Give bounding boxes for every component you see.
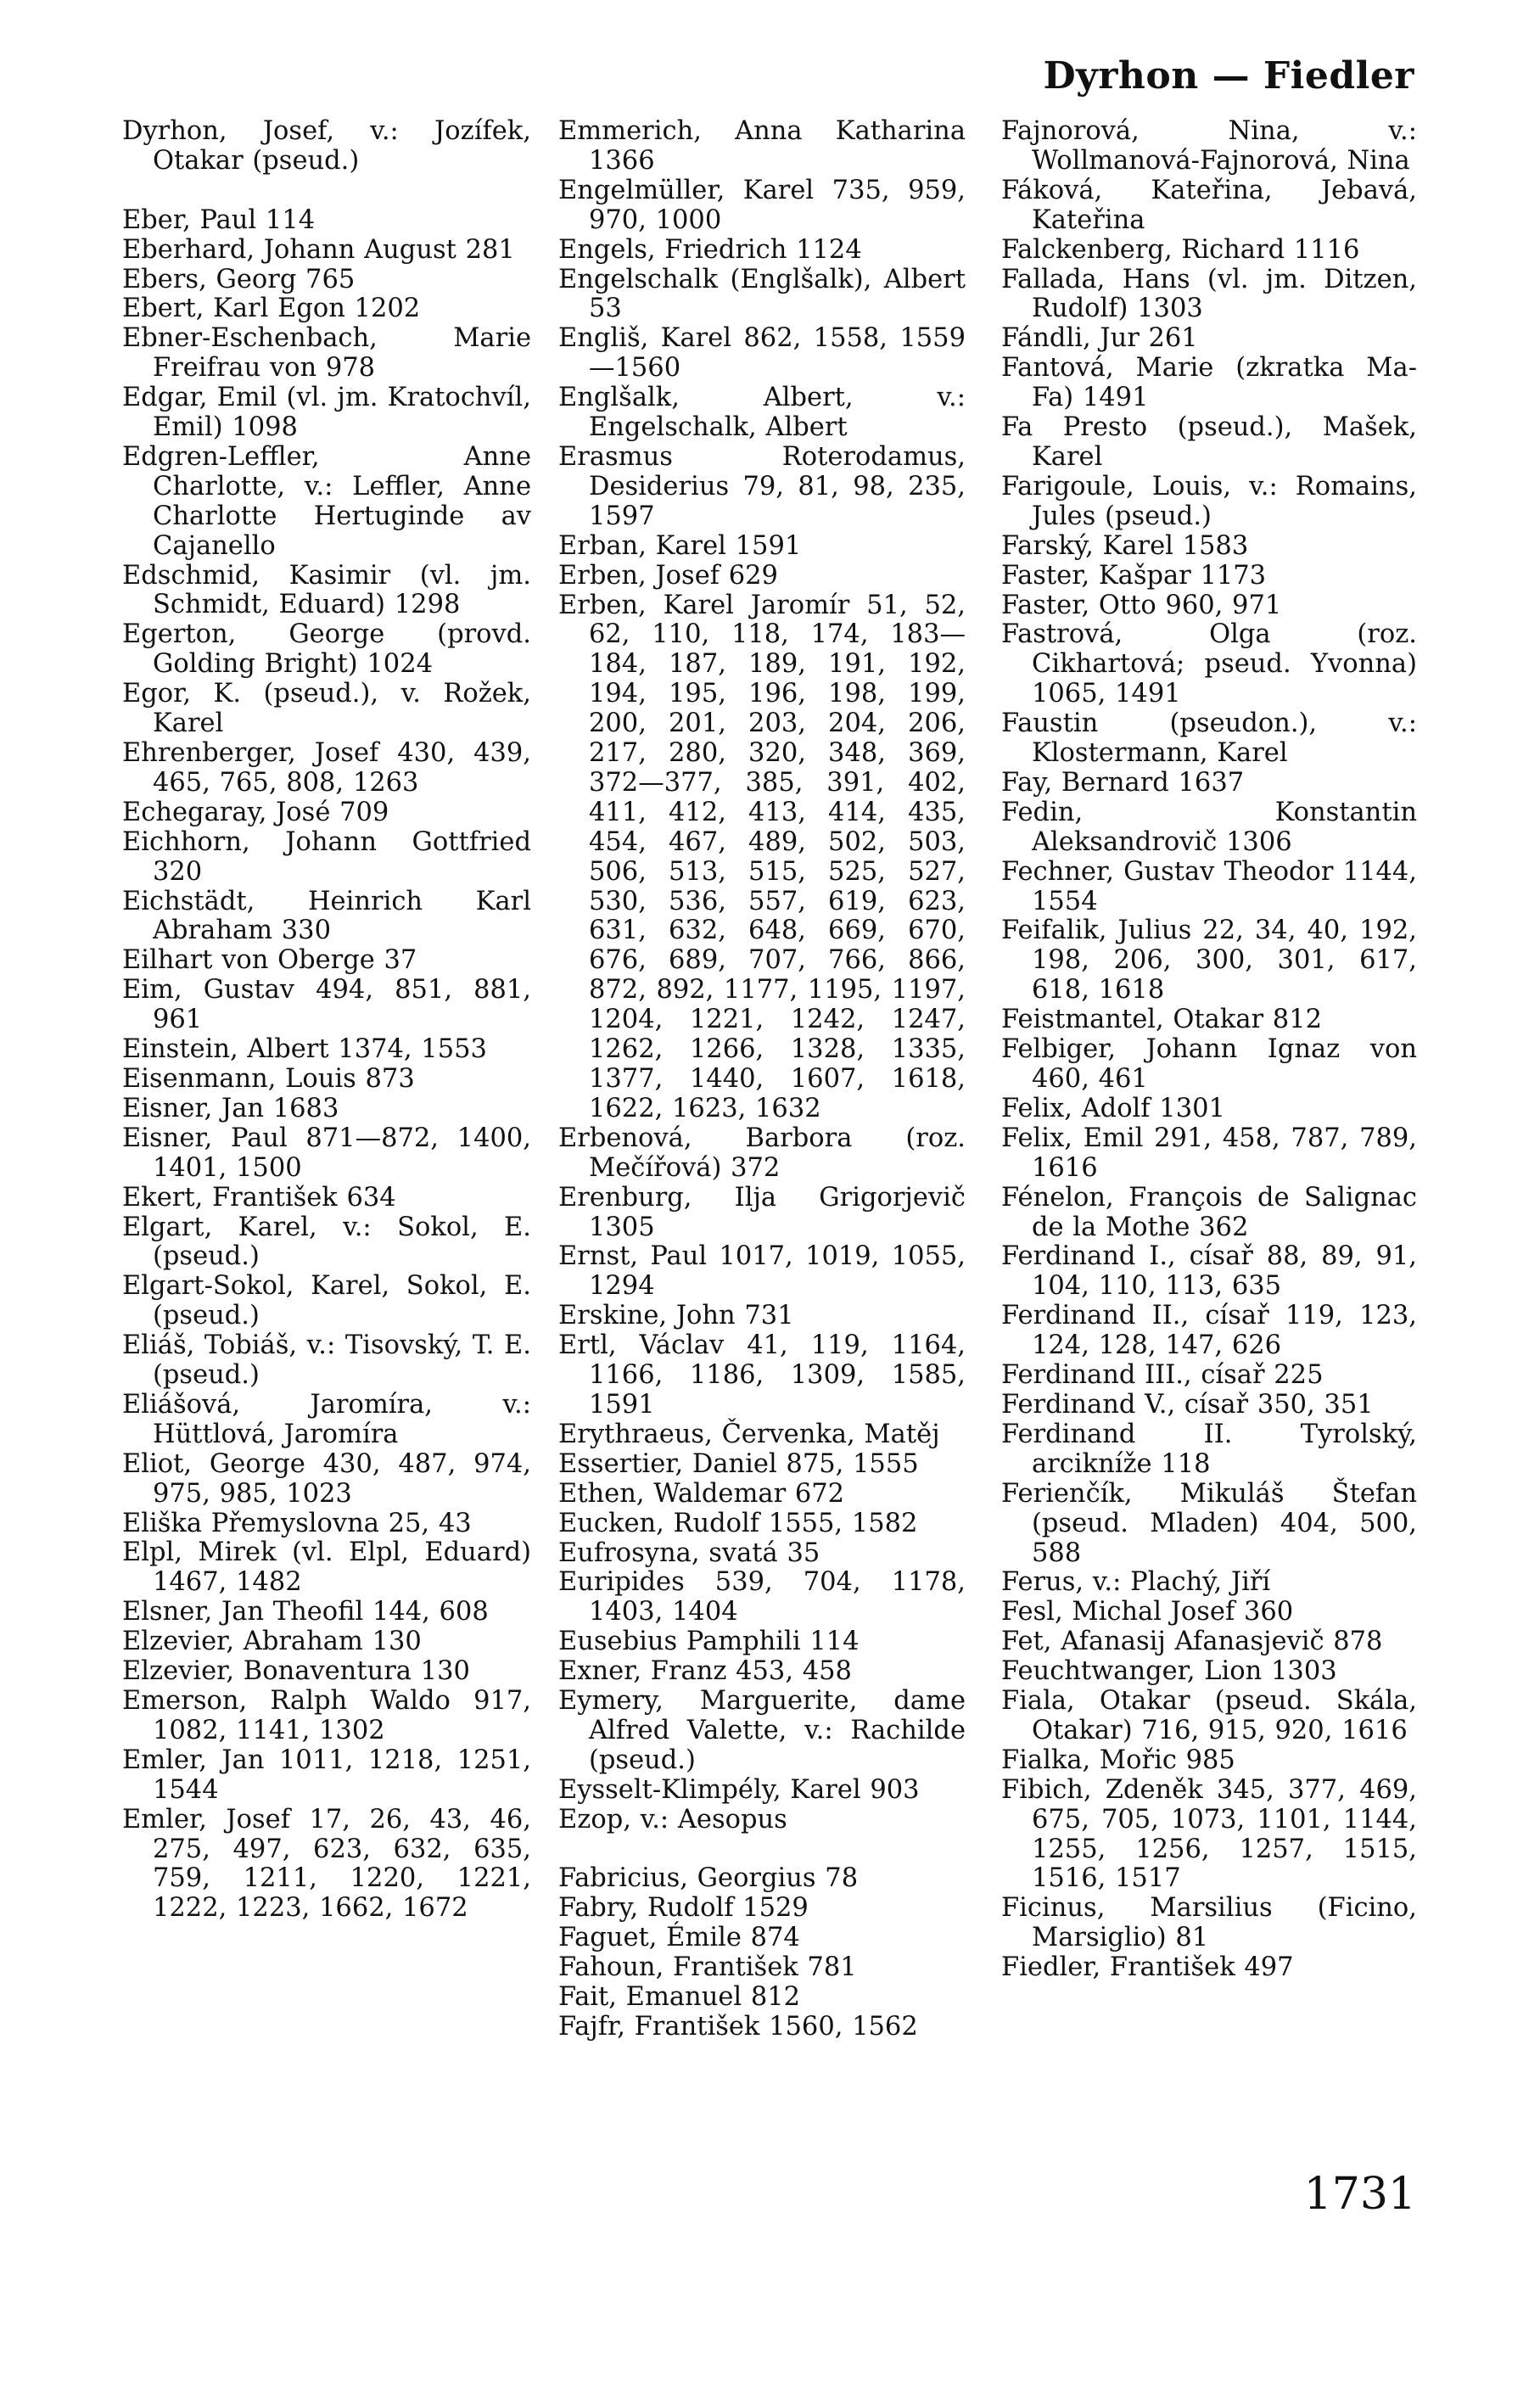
index-entry: Eisenmann, Louis 873 [122,1063,415,1094]
index-entry: Eberhard, Johann August 281 [122,234,515,265]
index-entry: Erbenová, Barbora (roz. Mečířová) 372 [558,1123,966,1183]
index-entry: Engliš, Karel 862, 1558, 1559—1560 [558,323,966,384]
index-entry: Faster, Otto 960, 971 [1001,590,1282,620]
index-entry: Fajfr, František 1560, 1562 [558,2011,918,2042]
index-entry: Eichstädt, Heinrich Karl Abraham 330 [122,886,531,946]
index-entry: Felix, Adolf 1301 [1001,1093,1225,1123]
index-entry: Eber, Paul 114 [122,204,316,235]
index-column-3 [1001,117,1417,1983]
index-entry: Edschmid, Kasimir (vl. jm. Schmidt, Eduard) 1298 [122,560,531,620]
index-entry: Einstein, Albert 1374, 1553 [122,1034,487,1065]
index-entry: Eim, Gustav 494, 851, 881, 961 [122,975,531,1035]
index-entry: Eilhart von Oberge 37 [122,945,417,976]
index-entry: Ezop, v.: Aesopus [558,1804,787,1834]
index-entry: Felbiger, Johann Ignaz von 460, 461 [1001,1034,1417,1094]
index-entry: Elzevier, Bonaventura 130 [122,1656,470,1687]
index-entry: Eliášová, Jaromíra, v.: Hüttlová, Jaromíra [122,1389,531,1449]
index-entry: Eusebius Pamphili 114 [558,1627,860,1657]
index-entry: Egerton, George (provd. Golding Bright) 1024 [122,619,531,680]
index-entry: Ficinus, Marsilius (Ficino, Marsiglio) 81 [1001,1893,1417,1953]
index-entry: Ferdinand III., císař 225 [1001,1360,1324,1391]
index-entry: Fantová, Marie (zkratka Ma-Fa) 1491 [1001,353,1417,413]
index-entry: Fiedler, František 497 [1001,1952,1294,1983]
index-entry: Eucken, Rudolf 1555, 1582 [558,1508,918,1538]
index-entry: Eymery, Marguerite, dame Alfred Valette, v.: Rachilde (pseud.) [558,1686,966,1775]
index-entry: Feistmantel, Otakar 812 [1001,1005,1323,1035]
index-entry: Emler, Jan 1011, 1218, 1251, 1544 [122,1745,531,1805]
index-entry: Eisner, Jan 1683 [122,1093,339,1123]
index-entry: Eliška Přemyslovna 25, 43 [122,1508,472,1538]
index-entry: Eliot, George 430, 487, 974, 975, 985, 1023 [122,1448,531,1509]
index-entry: Ernst, Paul 1017, 1019, 1055, 1294 [558,1241,966,1302]
section-gap [122,176,531,206]
index-entry: Euripides 539, 704, 1178, 1403, 1404 [558,1567,966,1627]
index-entry: Edgren-Leffler, Anne Charlotte, v.: Leffler, Anne Charlotte Hertuginde av Cajanello [122,441,531,561]
index-entry: Fiala, Otakar (pseud. Skála, Otakar) 716, 915, 920, 1616 [1001,1686,1417,1745]
index-entry: Emler, Josef 17, 26, 43, 46, 275, 497, 623, 632, 635, 759, 1211, 1220, 1221, 1222, 1223, 1662, 1672 [122,1804,531,1924]
index-entry: Erasmus Roterodamus, Desiderius 79, 81, 98, 235, 1597 [558,441,966,531]
index-entry: Elgart-Sokol, Karel, Sokol, E. (pseud.) [122,1271,531,1331]
index-entry: Fedin, Konstantin Aleksandrovič 1306 [1001,797,1417,857]
index-entry: Essertier, Daniel 875, 1555 [558,1448,919,1479]
index-entry: Eliáš, Tobiáš, v.: Tisovský, T. E. (pseud.) [122,1330,531,1391]
index-entry: Englšalk, Albert, v.: Engelschalk, Albert [558,383,966,443]
index-entry: Ekert, František 634 [122,1182,396,1213]
index-entry: Erenburg, Ilja Grigorjevič 1305 [558,1182,966,1242]
index-entry: Elpl, Mirek (vl. Elpl, Eduard) 1467, 1482 [122,1538,531,1598]
index-entry: Ferdinand V., císař 350, 351 [1001,1389,1374,1420]
index-entry: Engelschalk (Englšalk), Albert 53 [558,264,966,324]
index-entry: Eufrosyna, svatá 35 [558,1538,820,1568]
index-entry: Ferus, v.: Plachý, Jiří [1001,1567,1271,1598]
index-entry: Fastrová, Olga (roz. Cikhartová; pseud. Yvonna) 1065, 1491 [1001,619,1417,709]
index-entry: Fénelon, François de Salignac de la Mothe 362 [1001,1182,1417,1242]
index-entry: Elgart, Karel, v.: Sokol, E. (pseud.) [122,1212,531,1272]
page-number: 1731 [1303,2169,1416,2220]
index-entry: Eysselt-Klimpély, Karel 903 [558,1774,920,1805]
index-entry: Erben, Josef 629 [558,560,778,591]
index-entry: Faster, Kašpar 1173 [1001,560,1267,591]
index-entry: Fesl, Michal Josef 360 [1001,1597,1294,1627]
index-entry: Edgar, Emil (vl. jm. Kratochvíl, Emil) 1098 [122,383,531,443]
index-column-1 [122,117,531,1924]
index-entry: Fallada, Hans (vl. jm. Ditzen, Rudolf) 1303 [1001,264,1417,324]
index-entry: Feifalik, Julius 22, 34, 40, 192, 198, 206, 300, 301, 617, 618, 1618 [1001,916,1417,1005]
index-entry: Faustin (pseudon.), v.: Klostermann, Karel [1001,709,1417,769]
index-entry: Egor, K. (pseud.), v. Rožek, Karel [122,679,531,739]
index-entry: Fándli, Jur 261 [1001,323,1198,354]
index-entry: Ertl, Václav 41, 119, 1164, 1166, 1186, 1309, 1585, 1591 [558,1330,966,1420]
index-entry: Farský, Karel 1583 [1001,530,1249,561]
index-entry: Eisner, Paul 871—872, 1400, 1401, 1500 [122,1123,531,1183]
index-entry: Elsner, Jan Theofil 144, 608 [122,1597,489,1627]
index-entry: Falckenberg, Richard 1116 [1001,234,1360,265]
index-entry: Fibich, Zdeněk 345, 377, 469, 675, 705, 1073, 1101, 1144, 1255, 1256, 1257, 1515, 1516, 1517 [1001,1774,1417,1894]
index-entry: Ebers, Georg 765 [122,264,356,294]
index-entry: Ebert, Karl Egon 1202 [122,294,421,324]
index-entry: Engels, Friedrich 1124 [558,234,862,265]
index-entry: Ferienčík, Mikuláš Štefan (pseud. Mladen) 404, 500, 588 [1001,1478,1417,1568]
index-entry: Ehrenberger, Josef 430, 439, 465, 765, 808, 1263 [122,738,531,798]
index-entry: Fáková, Kateřina, Jebavá, Kateřina [1001,175,1417,235]
index-entry: Erythraeus, Červenka, Matěj [558,1419,940,1449]
index-entry: Ebner-Eschenbach, Marie Freifrau von 978 [122,323,531,384]
index-entry: Dyrhon, Josef, v.: Jozífek, Otakar (pseud.) [122,116,531,176]
index-entry: Ferdinand II. Tyrolský, arcikníže 118 [1001,1419,1417,1479]
index-entry: Fialka, Mořic 985 [1001,1745,1235,1775]
index-entry: Erben, Karel Jaromír 51, 52, 62, 110, 118, 174, 183—184, 187, 189, 191, 192, 194, 195, 196, 198, 199, 200, 201, 203, 204, 206, 217, 280, 320, 348, 369, 372—377, 385, 391, 402, 411, 412, 413, 414, 435, 454, 467, 489, 502, 503, 506, 513, 515, 525, 527, 530, 536, 557, 619, 623, 631, 632, 648, 669, 670, 676, 689, 707, 766, 866, 872, 892, 1177, 1195, 1197, 1204, 1221, 1242, 1247, 1262, 1266, 1328, 1335, 1377, 1440, 1607, 1618, 1622, 1623, 1632 [558,590,966,1123]
index-entry: Fechner, Gustav Theodor 1144, 1554 [1001,856,1417,916]
index-entry: Echegaray, José 709 [122,797,389,827]
section-gap [558,1835,966,1865]
index-entry: Fabry, Rudolf 1529 [558,1893,809,1924]
index-entry: Ethen, Waldemar 672 [558,1478,845,1509]
index-entry: Fay, Bernard 1637 [1001,767,1245,798]
index-entry: Ferdinand I., císař 88, 89, 91, 104, 110, 113, 635 [1001,1241,1417,1302]
index-entry: Fait, Emanuel 812 [558,1982,801,2013]
index-column-2 [558,117,966,2042]
index-entry: Ferdinand II., císař 119, 123, 124, 128, 147, 626 [1001,1301,1417,1361]
index-entry: Exner, Franz 453, 458 [558,1656,852,1687]
index-entry: Emerson, Ralph Waldo 917, 1082, 1141, 1302 [122,1686,531,1745]
index-entry: Feuchtwanger, Lion 1303 [1001,1656,1337,1687]
index-entry: Fa Presto (pseud.), Mašek, Karel [1001,412,1417,472]
index-entry: Faguet, Émile 874 [558,1923,800,1953]
index-entry: Fet, Afanasij Afanasjevič 878 [1001,1627,1383,1657]
index-entry: Emmerich, Anna Katharina 1366 [558,116,966,176]
index-entry: Fabricius, Georgius 78 [558,1863,859,1894]
index-entry: Farigoule, Louis, v.: Romains, Jules (pseud.) [1001,471,1417,531]
running-header: Dyrhon — Fiedler [1043,54,1414,98]
index-entry: Engelmüller, Karel 735, 959, 970, 1000 [558,175,966,235]
index-entry: Fahoun, František 781 [558,1952,857,1983]
index-entry: Eichhorn, Johann Gottfried 320 [122,826,531,887]
index-entry: Erskine, John 731 [558,1301,794,1331]
index-entry: Fajnorová, Nina, v.: Wollmanová-Fajnorová, Nina [1001,116,1417,176]
index-entry: Elzevier, Abraham 130 [122,1627,422,1657]
index-entry: Felix, Emil 291, 458, 787, 789, 1616 [1001,1123,1417,1183]
index-entry: Erban, Karel 1591 [558,530,802,561]
